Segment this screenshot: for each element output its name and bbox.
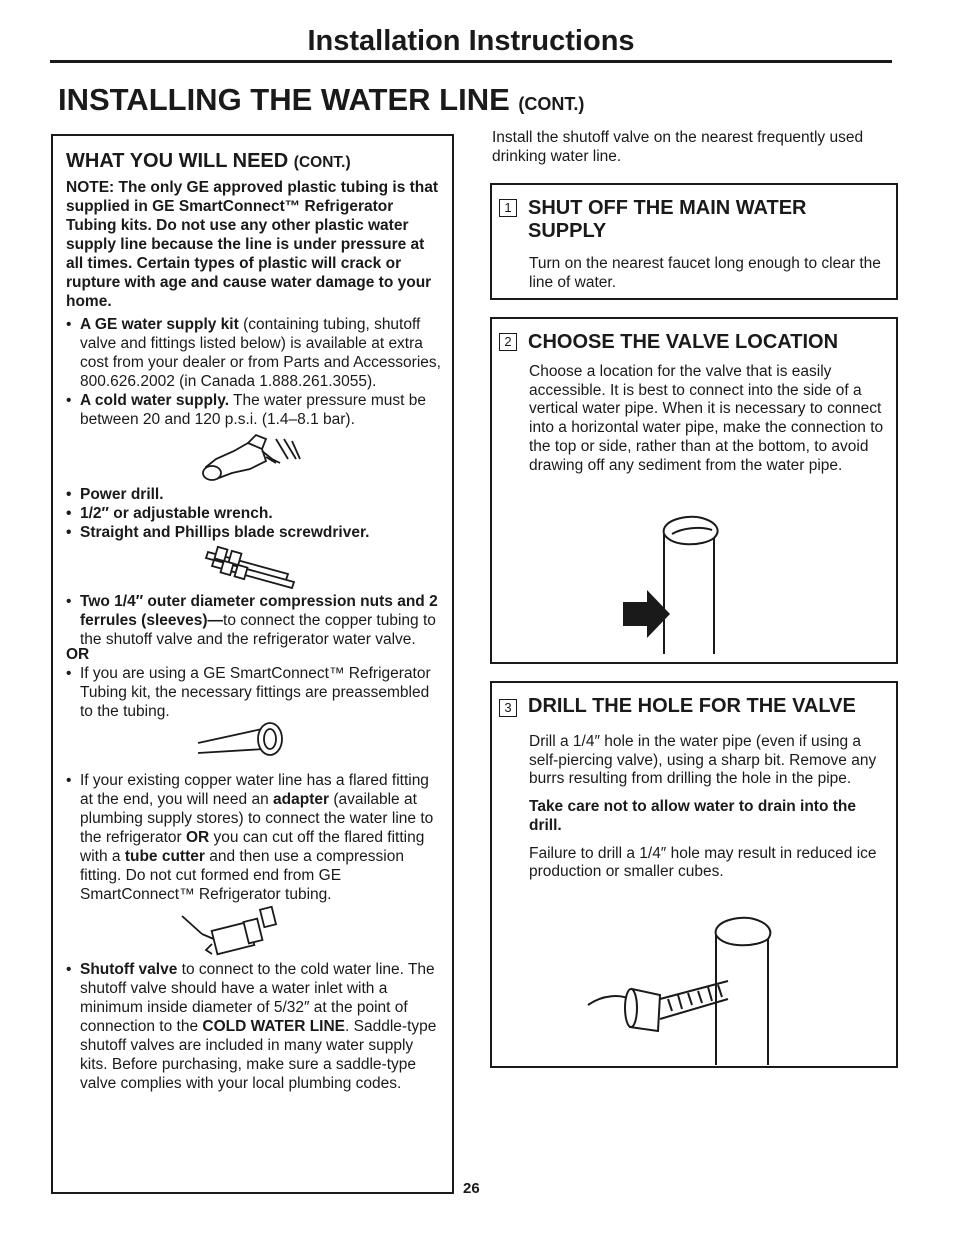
step-3-title: DRILL THE HOLE FOR THE VALVE xyxy=(528,695,856,717)
adapter-label: adapter xyxy=(273,791,330,808)
list-item-wrench: • 1/2″ or adjustable wrench. xyxy=(66,504,444,523)
valve-label: Shutoff valve xyxy=(80,961,178,978)
step-2-title: CHOOSE THE VALVE LOCATION xyxy=(528,331,839,353)
list-item-shutoff-valve xyxy=(66,960,444,1093)
step-3-body xyxy=(529,733,885,891)
shutoff-valve-illustration xyxy=(66,904,444,960)
step-2-number: 2 xyxy=(499,333,517,351)
step-1-title: SHUT OFF THE MAIN WATER SUPPLY xyxy=(528,197,807,242)
or-label: OR xyxy=(66,646,90,663)
what-you-need-heading xyxy=(66,150,444,174)
tubing-illustration xyxy=(66,721,444,771)
valve-text-1: to connect to the cold water line. The shutoff valve should have a water inlet with a minimum inside diameter of 5/32″ at the point of connection to the xyxy=(80,961,435,1035)
drill-instructions: Drill a 1/4″ hole in the water pipe (even if using a self-piercing valve), using a sharp bit. Remove any burrs resulting from drilling the hole in the pipe. xyxy=(529,733,877,788)
copper-or: OR xyxy=(185,829,210,846)
list-item-cold-water-supply xyxy=(66,391,444,429)
cold-text: The water pressure must be between 20 and 120 p.s.i. (1.4–8.1 bar). xyxy=(80,392,426,428)
list-item-smartconnect-kit: • If you are using a GE SmartConnect™ Refrigerator Tubing kit, the necessary fittings are preassembled to the tubing. xyxy=(66,664,444,721)
list-item-water-supply-kit xyxy=(66,315,444,391)
drill-warning: Take care not to allow water to drain into the drill. xyxy=(529,798,856,834)
drill-note: Failure to drill a 1/4″ hole may result in reduced ice production or smaller cubes. xyxy=(529,844,877,881)
copper-text-3: you can cut off the flared fitting with a xyxy=(80,829,425,865)
copper-text-4: and then use a compression fitting. Do not cut formed end from GE SmartConnect™ Refrigerator tubing. xyxy=(80,848,404,903)
nuts-label: Two 1/4″ outer diameter compression nuts and 2 ferrules (sleeves)— xyxy=(80,593,438,629)
heading-suffix: (CONT.) xyxy=(293,154,351,171)
tube-cutter-label: tube cutter xyxy=(124,848,205,865)
step-1-number: 1 xyxy=(499,199,517,217)
kit-label: A GE water supply kit xyxy=(80,316,239,333)
heading-text: WHAT YOU WILL NEED xyxy=(66,150,289,172)
nuts-text: to connect the copper tubing to the shutoff valve and the refrigerator water valve. xyxy=(80,612,436,648)
step-2-body: Choose a location for the valve that is easily accessible. It is best to connect into the side of a vertical water pipe. When it is necessary to connect into a horizontal water pipe, make the connection to the top or side, rather than at the bottom, to avoid drawing off any sediment from the water pipe. xyxy=(529,363,884,474)
step-3-number: 3 xyxy=(499,699,517,717)
power-drill-illustration xyxy=(66,429,444,485)
what-you-need-content xyxy=(66,150,444,1093)
vertical-pipe-illustration xyxy=(492,514,896,664)
list-item-copper-line xyxy=(66,771,444,904)
list-item-compression-nuts xyxy=(66,592,444,649)
step-2-box xyxy=(490,317,898,664)
step-1-body: Turn on the nearest faucet long enough to clear the line of water. xyxy=(529,255,881,291)
list-item-power-drill: • Power drill. xyxy=(66,485,444,504)
page-number: 26 xyxy=(463,1180,480,1197)
valve-text-2: . Saddle-type shutoff valves are included in many water supply kits. Before purchasing, make sure a saddle-type valve complies with your local plumbing codes. xyxy=(80,1018,437,1092)
compression-nuts-illustration xyxy=(66,542,444,592)
cold-water-line-label: COLD WATER LINE xyxy=(202,1018,346,1035)
list-item-screwdriver: • Straight and Phillips blade screwdriver. xyxy=(66,523,444,542)
copper-text-2: (available at plumbing supply stores) to connect the water line to the refrigerator xyxy=(80,791,434,846)
section-title-text: INSTALLING THE WATER LINE xyxy=(58,82,510,117)
cold-label: A cold water supply. xyxy=(80,392,229,409)
step-3-box xyxy=(490,681,898,1068)
section-title xyxy=(58,82,584,118)
drilling-pipe-illustration xyxy=(492,915,896,1065)
intro-text: Install the shutoff valve on the nearest frequently used drinking water line. xyxy=(492,129,864,165)
step-1-box xyxy=(490,183,898,300)
page-header: Installation Instructions xyxy=(50,22,892,63)
kit-text: (containing tubing, shutoff valve and fittings listed below) is available at extra cost from your dealer or from Parts and Accessories, 800.626.2002 (in Canada 1.888.261.3055). xyxy=(80,316,441,390)
section-title-suffix: (CONT.) xyxy=(518,94,585,114)
copper-text-1: If your existing copper water line has a flared fitting at the end, you will need an xyxy=(80,772,429,808)
plastic-tubing-note: NOTE: The only GE approved plastic tubing is that supplied in GE SmartConnect™ Refrigerator Tubing kits. Do not use any other plastic water supply line because the line is under pressure at all times. Certain types of plastic will crack or rupture with age and cause water damage to your home. xyxy=(66,179,439,310)
